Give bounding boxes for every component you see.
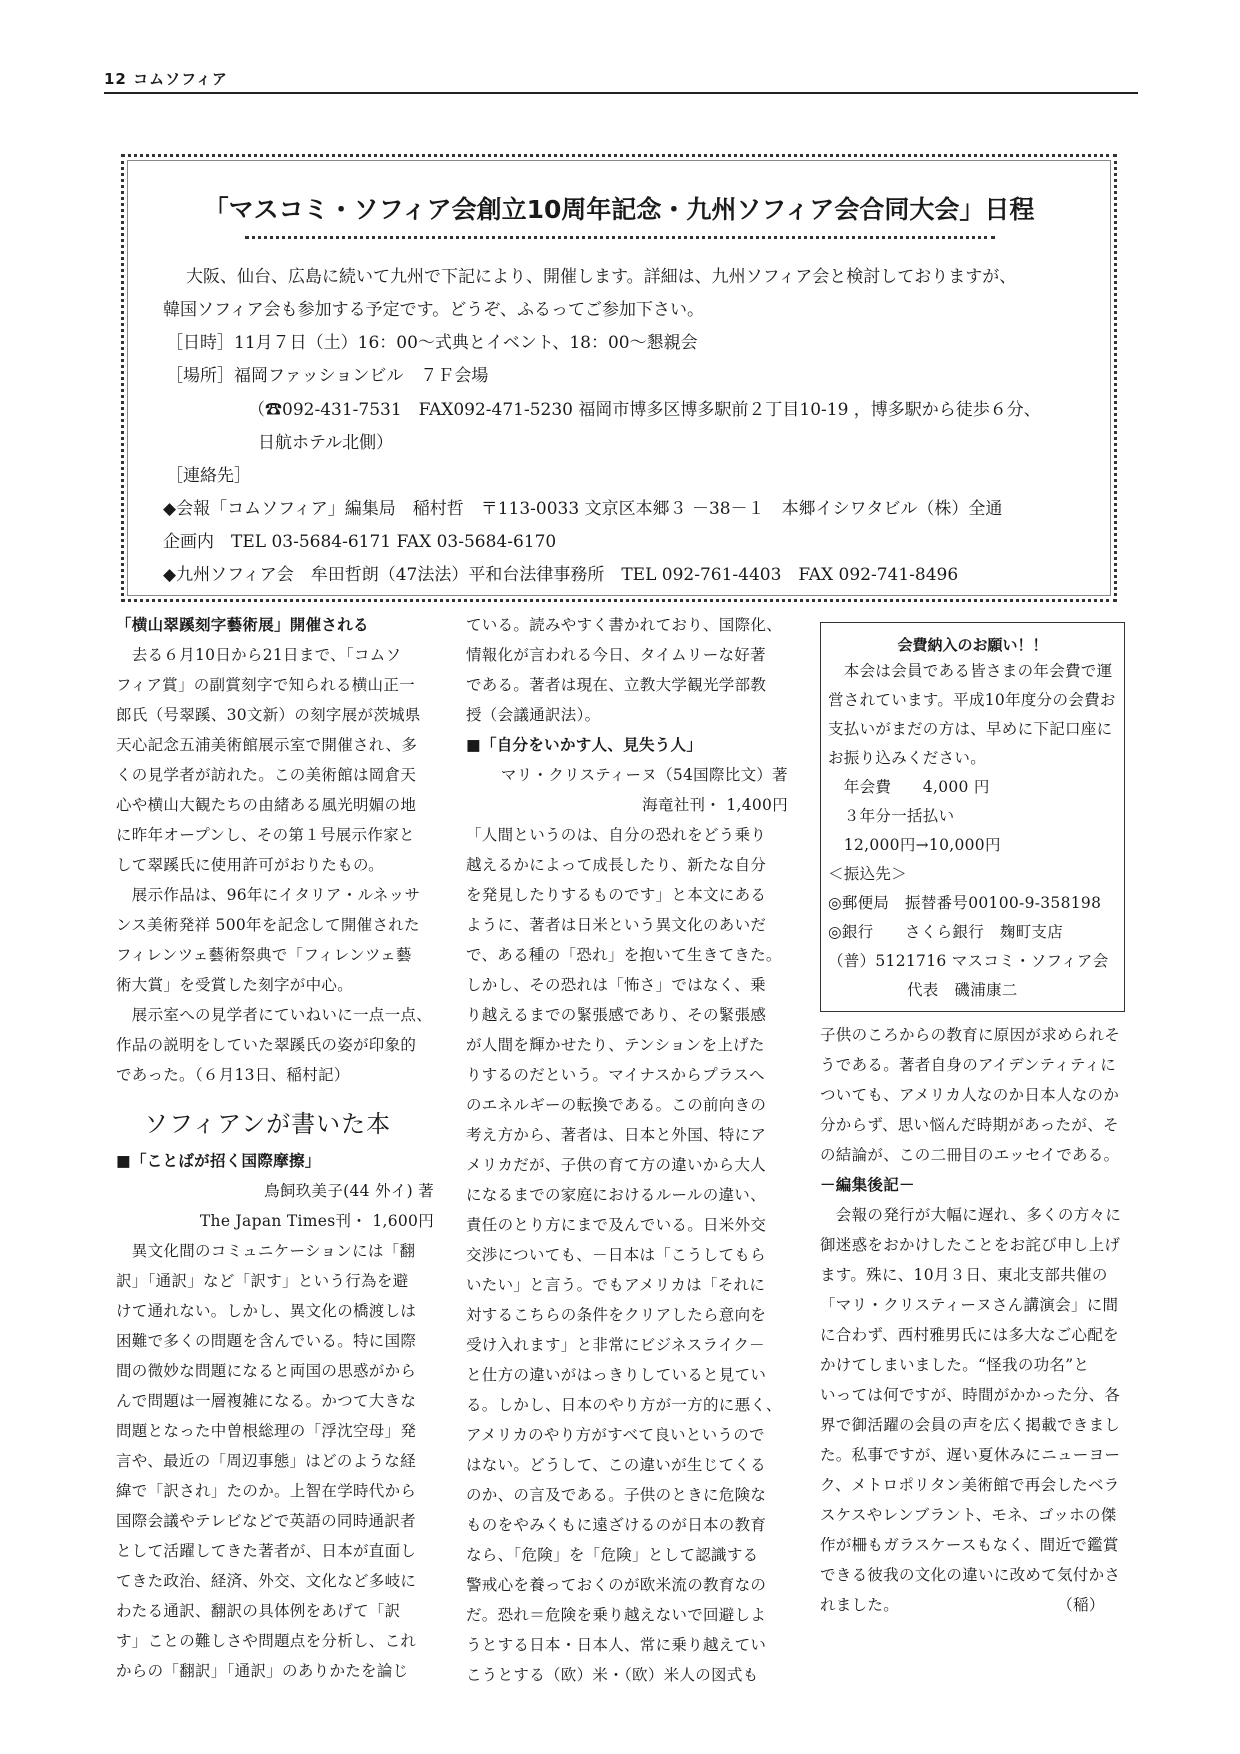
three-year-price: 12,000円→10,000円 bbox=[828, 836, 1001, 854]
text-line: 授（会議通訳法）。 bbox=[466, 706, 601, 724]
text-line: のか、の言及である。子供のときに危険な bbox=[466, 1486, 767, 1504]
text-line: を発見したりするものです」と本文にある bbox=[466, 886, 767, 904]
text-line: 交渉についても、－日本は「こうしてもら bbox=[466, 1246, 766, 1264]
notice-date: ［日時］11月７日（土）16：00〜式典とイベント、18：00〜懇親会 bbox=[166, 333, 698, 353]
text-line: 困難で多くの問題を含んでいる。特に国際 bbox=[116, 1332, 417, 1350]
text-line: うである。著者自身のアイデンティティに bbox=[820, 1056, 1117, 1074]
text-line: に合わず、西村雅男氏には多大なご心配を bbox=[820, 1326, 1119, 1344]
text-line: り越えるまでの緊張感であり、その緊張感 bbox=[466, 1006, 767, 1024]
postal-account: ◎郵便局 振替番号00100-9-358198 bbox=[828, 894, 1102, 912]
text-line: 考え方から、著者は、日本と外国、特にア bbox=[466, 1126, 767, 1144]
text-line: が人間を輝かせたり、テンションを上げた bbox=[466, 1036, 765, 1054]
text-line: アメリカのやり方がすべて良いというので bbox=[466, 1426, 765, 1444]
text-line: いたい」と言う。でもアメリカは「それに bbox=[466, 1276, 766, 1294]
notice-contact-1: ◆会報「コムソフィア」編集局 稲村哲 〒113-0033 文京区本郷３ －38－１ 本郷イシワタビル（株）全通 bbox=[163, 499, 1003, 519]
notice-contact-1b: 企画内 TEL 03-5684-6171 FAX 03-5684-6170 bbox=[163, 532, 557, 552]
text-line: ます。殊に、10月３日、東北支部共催の bbox=[820, 1266, 1108, 1284]
notice-title-rule bbox=[245, 236, 995, 239]
text-line: ク、メトロポリタン美術館で再会したベラ bbox=[820, 1476, 1120, 1494]
text-line: る。しかし、日本のやり方が一方的に悪く、 bbox=[466, 1396, 782, 1414]
book-author: マリ・クリスティーヌ（54国際比文）著 bbox=[500, 766, 788, 784]
text-line: フィア賞」の副賞刻字で知られる横山正一 bbox=[116, 676, 415, 694]
book-title: ■「自分をいかす人、見失う人」 bbox=[466, 736, 703, 754]
text-line: くの見学者が訪れた。この美術館は岡倉天 bbox=[116, 766, 417, 784]
text-line: である。著者は現在、立教大学観光学部教 bbox=[466, 676, 767, 694]
header-rule bbox=[104, 92, 1138, 94]
text-line: れました。 （稲） bbox=[820, 1596, 1105, 1614]
text-line: す」ことの難しさや問題点を分析し、これ bbox=[116, 1632, 417, 1650]
annual-fee: 年会費 4,000 円 bbox=[828, 778, 990, 796]
text-line: こうとする（欧）米・（欧）米人の図式も bbox=[466, 1666, 759, 1684]
text-line: 郎氏（号翠蹊、30文新）の刻字展が茨城県 bbox=[116, 706, 421, 724]
notice-title: 「マスコミ・ソフィア会創立10周年記念・九州ソフィア会合同大会」日程 bbox=[203, 195, 1035, 224]
text-line: 天心記念五浦美術館展示室で開催され、多 bbox=[116, 736, 418, 754]
text-line: 緯で「訳され」たのか。上智在学時代から bbox=[116, 1482, 417, 1500]
column-3 bbox=[820, 1020, 1138, 1620]
representative: 代表 磯浦康二 bbox=[828, 981, 1018, 999]
book-title: ■「ことばが招く国際摩擦」 bbox=[116, 1152, 321, 1170]
text-line: 展示作品は、96年にイタリア・ルネッサ bbox=[116, 886, 421, 904]
notice-contact-label: ［連絡先］ bbox=[166, 466, 251, 486]
text-line: であった。（６月13日、稲村記） bbox=[116, 1066, 350, 1084]
text-line: けて通れない。しかし、異文化の橋渡しは bbox=[116, 1302, 417, 1320]
transfer-label: ＜振込先＞ bbox=[828, 865, 908, 883]
text-line: 間の微妙な問題になると両国の思惑がから bbox=[116, 1362, 417, 1380]
column-2 bbox=[466, 610, 788, 1690]
text-line: 子供のころからの教育に原因が求められそ bbox=[820, 1026, 1121, 1044]
notice-line: 日航ホテル北側） bbox=[258, 433, 394, 453]
book-publisher: 海竜社刊・ 1,400円 bbox=[642, 796, 788, 814]
editor-note-heading: －編集後記－ bbox=[820, 1176, 915, 1194]
text-line: できる彼我の文化の違いに改めて気付かさ bbox=[820, 1566, 1121, 1584]
text-line: で、ある種の「恐れ」を抱いて生きてきた。 bbox=[466, 946, 782, 964]
text-line: 訳」「通訳」など「訳す」という行為を避 bbox=[116, 1272, 409, 1290]
notice-line: 大阪、仙台、広島に続いて九州で下記により、開催します。詳細は、九州ソフィア会と検討しておりますが、 bbox=[186, 267, 1017, 287]
text-line: 「人間というのは、自分の恐れをどう乗り bbox=[466, 826, 767, 844]
text-line: いっては何ですが、時間がかかった分、各 bbox=[820, 1386, 1121, 1404]
text-line: 支払いがまだの方は、早めに下記口座に bbox=[828, 720, 1113, 738]
text-line: からの「翻訳」「通訳」のありかたを論じ bbox=[116, 1662, 409, 1680]
text-line: 国際会議やテレビなどで英語の同時通訳者 bbox=[116, 1512, 416, 1530]
text-line: の結論が、この二冊目のエッセイである。 bbox=[820, 1146, 1120, 1164]
text-line: に昨年オープンし、その第１号展示作家と bbox=[116, 826, 415, 844]
text-line: 問題となった中曽根総理の「浮沈空母」発 bbox=[116, 1422, 417, 1440]
text-line: 分からず、思い悩んだ時期があったが、そ bbox=[820, 1116, 1119, 1134]
text-line: 警戒心を養っておくのが欧米流の教育なの bbox=[466, 1576, 767, 1594]
text-line: になるまでの家庭におけるルールの違い、 bbox=[466, 1186, 766, 1204]
account-number: （普）5121716 マスコミ・ソフィア会 bbox=[828, 952, 1109, 970]
text-line: ものをやみくもに遠ざけるのが日本の教育 bbox=[466, 1516, 767, 1534]
text-line: てきた政治、経済、外交、文化など多岐に bbox=[116, 1572, 417, 1590]
text-line: 去る６月10日から21日まで、「コムソ bbox=[116, 646, 402, 664]
text-line: 対するこちらの条件をクリアしたら意向を bbox=[466, 1306, 767, 1324]
notice-contact-2: ◆九州ソフィア会 牟田哲朗（47法法）平和台法律事務所 TEL 092-761-4403 FAX 092-741-8496 bbox=[163, 565, 959, 585]
text-line: 心や横山大観たちの由緒ある風光明媚の地 bbox=[116, 796, 417, 814]
text-line: だ。恐れ＝危険を乗り越えないで回避しよ bbox=[466, 1606, 767, 1624]
text-line: はない。どうして、この違いが生じてくる bbox=[466, 1456, 766, 1474]
text-line: 「マリ・クリスティーヌさん講演会」に間 bbox=[820, 1296, 1119, 1314]
fee-request-title: 会費納入のお願い！！ bbox=[897, 636, 1048, 654]
text-line: ている。読みやすく書かれており、国際化、 bbox=[466, 616, 783, 634]
text-line: 責任のとり方にまで及んでいる。日米外交 bbox=[466, 1216, 767, 1234]
text-line: フィレンツェ藝術祭典で「フィレンツェ藝 bbox=[116, 946, 412, 964]
text-line: のエネルギーの転換である。この前向きの bbox=[466, 1096, 767, 1114]
text-line: 作が柵もガラスケースもなく、間近で鑑賞 bbox=[820, 1536, 1119, 1554]
column-1 bbox=[116, 610, 434, 1686]
text-line: なら、「危険」を「危険」として認識する bbox=[466, 1546, 759, 1564]
book-publisher: The Japan Times刊・ 1,600円 bbox=[199, 1212, 434, 1230]
text-line: ついても、アメリカ人なのか日本人なのか bbox=[820, 1086, 1120, 1104]
text-line: メリカだが、子供の育て方の違いから大人 bbox=[466, 1156, 767, 1174]
text-line: として活躍してきた著者が、日本が直面し bbox=[116, 1542, 417, 1560]
bank-account: ◎銀行 さくら銀行 麹町支店 bbox=[828, 923, 1064, 941]
text-line: うとする日本・日本人、常に乗り越えてい bbox=[466, 1636, 767, 1654]
text-line: 御迷惑をおかけしたことをお詫び申し上げ bbox=[820, 1236, 1121, 1254]
text-line: と仕方の違いがはっきりしていると見てい bbox=[466, 1366, 767, 1384]
text-line: 情報化が言われる今日、タイムリーな好著 bbox=[466, 646, 766, 664]
text-line: しかし、その恐れは「怖さ」ではなく、乗 bbox=[466, 976, 766, 994]
section-heading: ソフィアンが書いた本 bbox=[144, 1110, 392, 1138]
text-line: 術大賞」を受賞した刻字が中心。 bbox=[116, 976, 354, 994]
three-year-payment: ３年分一括払い bbox=[828, 807, 955, 825]
text-line: 営されています。平成10年度分の会費お bbox=[828, 691, 1116, 709]
text-line: りするのだという。マイナスからプラスへ bbox=[466, 1066, 765, 1084]
text-line: んで問題は一層複雑になる。かつて大きな bbox=[116, 1392, 417, 1410]
text-line: た。私事ですが、遅い夏休みにニューヨー bbox=[820, 1446, 1121, 1464]
text-line: 受け入れます」と非常にビジネスライク－ bbox=[466, 1336, 765, 1354]
text-line: 本会は会員である皆さまの年会費で運 bbox=[828, 662, 1113, 680]
book-author: 鳥飼玖美子(44 外イ) 著 bbox=[264, 1182, 434, 1200]
notice-line: 韓国ソフィア会も参加する予定です。どうぞ、ふるってご参加下さい。 bbox=[163, 300, 704, 320]
text-line: 言や、最近の「周辺事態」はどのような経 bbox=[116, 1452, 416, 1470]
notice-line: （☎092-431-7531 FAX092-471-5230 福岡市博多区博多駅前２丁目10-19 ，博多駅から徒歩６分、 bbox=[248, 400, 1041, 420]
notice-place: ［場所］福岡ファッションビル ７Ｆ会場 bbox=[166, 366, 489, 386]
text-line: かけてしまいました。“怪我の功名”と bbox=[820, 1356, 1090, 1374]
fee-request-body bbox=[828, 657, 1120, 1005]
text-line: 展示室への見学者にていねいに一点一点、 bbox=[116, 1006, 433, 1024]
text-line: わたる通訳、翻訳の具体例をあげて「訳 bbox=[116, 1602, 401, 1620]
text-line: 作品の説明をしていた翠蹊氏の姿が印象的 bbox=[116, 1036, 417, 1054]
page-header: 12 コムソフィア bbox=[104, 70, 228, 88]
text-line: 越えるかによって成長したり、新たな自分 bbox=[466, 856, 767, 874]
text-line: スケスやレンブラント、モネ、ゴッホの傑 bbox=[820, 1506, 1117, 1524]
text-line: 会報の発行が大幅に遅れ、多くの方々に bbox=[820, 1206, 1122, 1224]
text-line: して翠蹊氏に使用許可がおりたもの。 bbox=[116, 856, 384, 874]
text-line: ように、著者は日米という異文化のあいだ bbox=[466, 916, 767, 934]
text-line: お振り込みください。 bbox=[828, 749, 987, 767]
article-heading: 「横山翠蹊刻字藝術展」開催される bbox=[116, 616, 369, 634]
text-line: 異文化間のコミュニケーションには「翻 bbox=[116, 1242, 416, 1260]
text-line: 界で御活躍の会員の声を広く掲載できまし bbox=[820, 1416, 1121, 1434]
text-line: ンス美術発祥 500年を記念して開催された bbox=[116, 916, 420, 934]
